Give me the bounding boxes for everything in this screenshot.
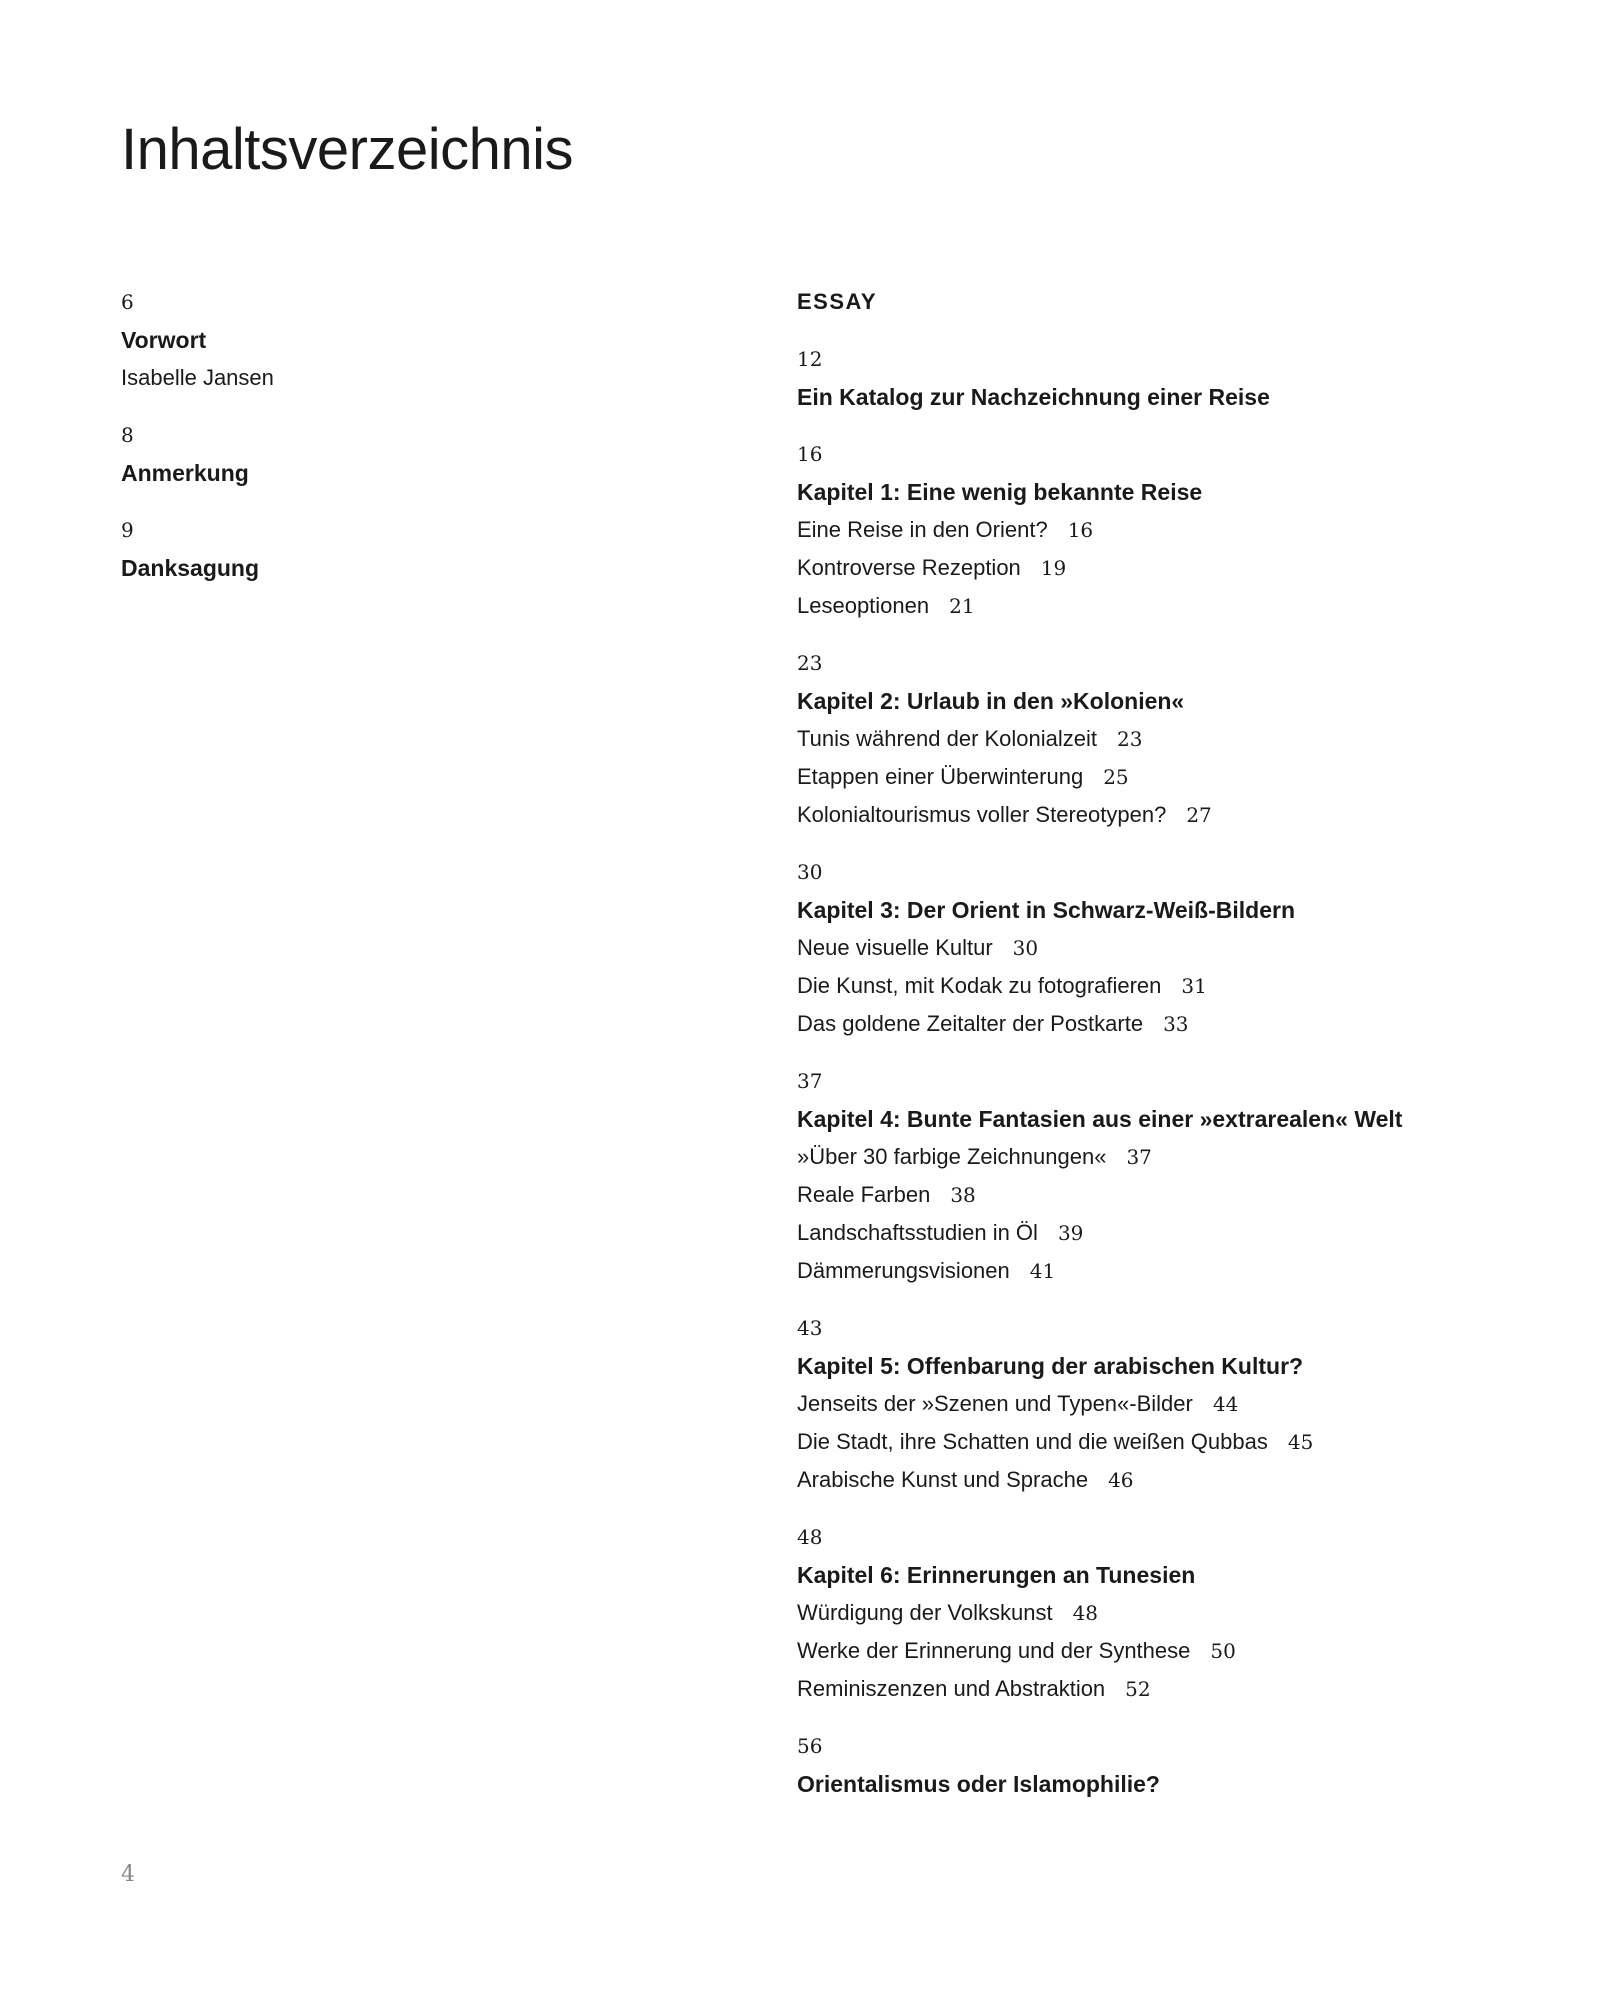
- subsection-page-number: 41: [1029, 1259, 1056, 1283]
- subsection-page-number: 39: [1057, 1221, 1084, 1245]
- toc-entry-kapitel-5: [797, 1309, 1517, 1499]
- entry-page-number: 43: [797, 1316, 823, 1340]
- subsection-title: Jenseits der »Szenen und Typen«-Bilder: [797, 1391, 1193, 1416]
- subsection-page-number: 27: [1186, 803, 1212, 827]
- subsection-page-number: 38: [950, 1183, 976, 1207]
- subsection-item: [797, 511, 1517, 549]
- subsection-item: [797, 1252, 1517, 1290]
- subsection-item: [797, 1461, 1517, 1499]
- entry-title: Orientalismus oder Islamophilie?: [797, 1771, 1160, 1797]
- subsection-item: [797, 1423, 1517, 1461]
- subsection-item: [797, 796, 1517, 834]
- entry-title: Danksagung: [121, 555, 260, 581]
- subsection-title: Kolonialtourismus voller Stereotypen?: [797, 802, 1167, 827]
- subsection-title: Neue visuelle Kultur: [797, 935, 993, 960]
- entry-page-number: 9: [121, 518, 134, 542]
- entry-title: Anmerkung: [121, 460, 249, 486]
- entry-page-number: 12: [797, 347, 823, 371]
- subsection-page-number: 19: [1040, 556, 1067, 580]
- subsection-title: Reale Farben: [797, 1182, 931, 1207]
- subsection-item: [797, 1005, 1517, 1043]
- entry-page-number: 48: [797, 1525, 823, 1549]
- subsection-title: Leseoptionen: [797, 593, 930, 618]
- entry-title: Kapitel 1: Eine wenig bekannte Reise: [797, 479, 1203, 505]
- subsection-page-number: 33: [1163, 1012, 1189, 1036]
- toc-entry-kapitel-4: [797, 1062, 1517, 1290]
- subsection-title: Etappen einer Überwinterung: [797, 764, 1084, 789]
- subsection-page-number: 50: [1210, 1639, 1236, 1663]
- entry-page-number: 6: [121, 290, 134, 314]
- toc-entry-anmerkung: [121, 416, 721, 492]
- subsection-page-number: 46: [1108, 1468, 1134, 1492]
- subsection-item: [797, 1594, 1517, 1632]
- entry-author: Isabelle Jansen: [121, 365, 274, 390]
- page-title: Inhaltsverzeichnis: [121, 117, 573, 182]
- subsection-item: [797, 1176, 1517, 1214]
- entry-page-number: 16: [797, 442, 823, 466]
- toc-entry-kapitel-1: [797, 435, 1517, 625]
- subsection-item: [797, 929, 1517, 967]
- subsection-item: [797, 1670, 1517, 1708]
- subsection-item: [797, 1632, 1517, 1670]
- subsection-item: [797, 720, 1517, 758]
- section-label-essay: ESSAY: [797, 289, 878, 314]
- subsection-item: [797, 1214, 1517, 1252]
- entry-title: Ein Katalog zur Nachzeichnung einer Reise: [797, 384, 1270, 410]
- entry-page-number: 30: [797, 860, 823, 884]
- essay-column: [797, 283, 1517, 1822]
- subsection-title: Das goldene Zeitalter der Postkarte: [797, 1011, 1144, 1036]
- subsection-title: »Über 30 farbige Zeichnungen«: [797, 1144, 1107, 1169]
- entry-page-number: 23: [797, 651, 823, 675]
- subsection-title: Würdigung der Volkskunst: [797, 1600, 1053, 1625]
- entry-title: Kapitel 2: Urlaub in den »Kolonien«: [797, 688, 1185, 714]
- subsection-page-number: 44: [1212, 1392, 1239, 1416]
- subsection-page-number: 37: [1126, 1145, 1152, 1169]
- subsection-page-number: 23: [1117, 727, 1143, 751]
- subsection-title: Eine Reise in den Orient?: [797, 517, 1048, 542]
- subsection-page-number: 31: [1181, 974, 1207, 998]
- entry-page-number: 37: [797, 1069, 823, 1093]
- subsection-page-number: 25: [1103, 765, 1129, 789]
- subsection-page-number: 48: [1072, 1601, 1099, 1625]
- toc-entry-danksagung: [121, 511, 721, 587]
- subsection-page-number: 21: [949, 594, 975, 618]
- subsection-title: Kontroverse Rezeption: [797, 555, 1021, 580]
- subsection-title: Die Kunst, mit Kodak zu fotografieren: [797, 973, 1162, 998]
- page-folio: 4: [121, 1862, 135, 1887]
- toc-entry-katalog: [797, 340, 1517, 416]
- entry-title: Kapitel 3: Der Orient in Schwarz-Weiß-Bildern: [797, 897, 1295, 923]
- toc-entry-vorwort: [121, 283, 721, 397]
- subsection-item: [797, 967, 1517, 1005]
- toc-entry-kapitel-6: [797, 1518, 1517, 1708]
- subsection-item: [797, 1385, 1517, 1423]
- subsection-title: Die Stadt, ihre Schatten und die weißen Qubbas: [797, 1429, 1268, 1454]
- subsection-item: [797, 758, 1517, 796]
- entry-title: Kapitel 5: Offenbarung der arabischen Kultur?: [797, 1353, 1304, 1379]
- subsection-title: Dämmerungsvisionen: [797, 1258, 1010, 1283]
- subsection-title: Werke der Erinnerung und der Synthese: [797, 1638, 1191, 1663]
- subsection-item: [797, 1138, 1517, 1176]
- toc-entry-kapitel-3: [797, 853, 1517, 1043]
- subsection-title: Landschaftsstudien in Öl: [797, 1220, 1038, 1245]
- subsection-title: Reminiszenzen und Abstraktion: [797, 1676, 1106, 1701]
- subsection-title: Arabische Kunst und Sprache: [797, 1467, 1089, 1492]
- subsection-page-number: 30: [1012, 936, 1039, 960]
- entry-title: Vorwort: [121, 327, 207, 353]
- subsection-page-number: 16: [1067, 518, 1094, 542]
- entry-title: Kapitel 4: Bunte Fantasien aus einer »extrarealen« Welt: [797, 1106, 1403, 1132]
- subsection-page-number: 45: [1287, 1430, 1314, 1454]
- front-matter-column: [121, 283, 721, 606]
- subsection-title: Tunis während der Kolonialzeit: [797, 726, 1098, 751]
- entry-page-number: 56: [797, 1734, 823, 1758]
- entry-title: Kapitel 6: Erinnerungen an Tunesien: [797, 1562, 1196, 1588]
- toc-entry-orientalismus: [797, 1727, 1517, 1803]
- subsection-item: [797, 587, 1517, 625]
- subsection-page-number: 52: [1125, 1677, 1151, 1701]
- entry-page-number: 8: [121, 423, 134, 447]
- subsection-item: [797, 549, 1517, 587]
- toc-entry-kapitel-2: [797, 644, 1517, 834]
